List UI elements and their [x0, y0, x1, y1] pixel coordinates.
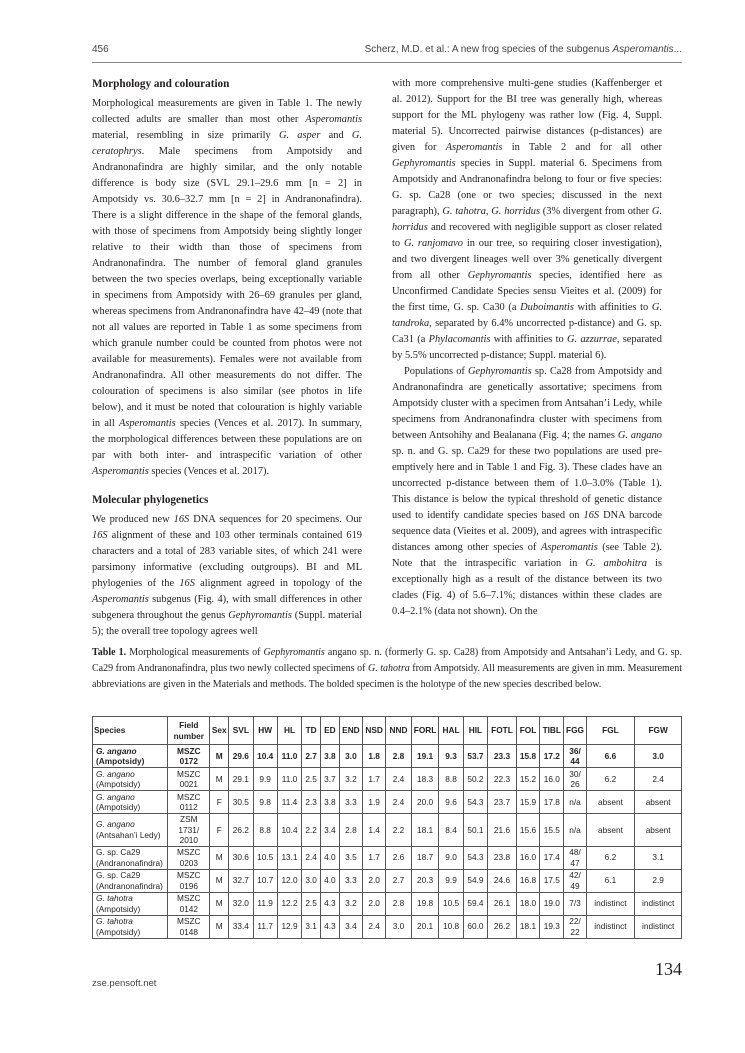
cell-svl: 32.0	[229, 892, 253, 915]
cell-svl: 30.5	[229, 791, 253, 814]
cell-fol: 15.9	[516, 791, 539, 814]
cell-fgg: 42/ 49	[564, 869, 586, 892]
page-header	[92, 44, 682, 64]
col-header: NSD	[363, 717, 386, 745]
cell-fotl: 23.3	[488, 745, 517, 768]
cell-nnd: 3.0	[386, 915, 411, 938]
species-locality: (Ampotsidy)	[96, 802, 141, 812]
cell-end: 3.2	[339, 892, 362, 915]
cell-nnd: 2.8	[386, 892, 411, 915]
cell-tibl: 17.4	[540, 846, 564, 869]
cell-tibl: 16.0	[540, 768, 564, 791]
col-header: NND	[386, 717, 411, 745]
cell-nsd: 1.4	[363, 814, 386, 847]
cell-hil: 50.1	[463, 814, 487, 847]
cell-fol: 18.0	[516, 892, 539, 915]
right-column	[392, 76, 662, 620]
cell-nnd: 2.4	[386, 791, 411, 814]
col-header: FOL	[516, 717, 539, 745]
cell-tibl: 17.8	[540, 791, 564, 814]
cell-field: MSZC 0172	[168, 745, 210, 768]
species-name: G. sp. Ca29	[96, 870, 141, 880]
cell-fgw: absent	[635, 814, 682, 847]
table-row	[93, 846, 682, 869]
col-header: HAL	[439, 717, 463, 745]
col-header: TD	[302, 717, 321, 745]
cell-hl: 11.4	[277, 791, 301, 814]
cell-ed: 4.3	[321, 892, 340, 915]
cell-nsd: 1.9	[363, 791, 386, 814]
cell-fotl: 24.6	[488, 869, 517, 892]
cell-ed: 4.0	[321, 846, 340, 869]
cell-hil: 50.2	[463, 768, 487, 791]
cell-fgw: 2.9	[635, 869, 682, 892]
species-cell	[93, 892, 168, 915]
species-cell	[93, 846, 168, 869]
col-header: FGL	[586, 717, 635, 745]
species-locality: (Antsahan’i Ledy)	[96, 829, 161, 840]
cell-hal: 9.0	[439, 846, 463, 869]
cell-fotl: 26.2	[488, 915, 517, 938]
cell-fol: 15.2	[516, 768, 539, 791]
cell-ed: 3.8	[321, 745, 340, 768]
cell-hw: 11.9	[253, 892, 277, 915]
cell-field: MSZC 0021	[168, 768, 210, 791]
cell-hl: 10.4	[277, 814, 301, 847]
species-name: G. angano	[96, 768, 135, 779]
table-row	[93, 791, 682, 814]
cell-fgg: 36/ 44	[564, 745, 586, 768]
cell-end: 3.5	[339, 846, 362, 869]
col-header: Sex	[210, 717, 229, 745]
cell-fol: 18.1	[516, 915, 539, 938]
cell-fgw: absent	[635, 791, 682, 814]
cell-hal: 8.4	[439, 814, 463, 847]
cell-end: 3.4	[339, 915, 362, 938]
cell-forl: 20.3	[411, 869, 439, 892]
cell-hil: 54.3	[463, 791, 487, 814]
cell-fotl: 23.7	[488, 791, 517, 814]
cell-fotl: 21.6	[488, 814, 517, 847]
col-header: SVL	[229, 717, 253, 745]
cell-field: MSZC 0196	[168, 869, 210, 892]
cell-hal: 9.9	[439, 869, 463, 892]
col-header: HIL	[463, 717, 487, 745]
heading-morphology: Morphology and colouration	[92, 78, 230, 90]
species-locality: (Ampotsidy)	[96, 779, 141, 789]
cell-fgg: 22/ 22	[564, 915, 586, 938]
cell-fotl: 23.8	[488, 846, 517, 869]
cell-td: 2.3	[302, 791, 321, 814]
cell-fgl: 6.6	[586, 745, 635, 768]
cell-hal: 9.6	[439, 791, 463, 814]
table-caption-label: Table 1.	[92, 647, 127, 658]
cell-ed: 4.0	[321, 869, 340, 892]
species-cell	[93, 814, 168, 847]
cell-field: MSZC 0142	[168, 892, 210, 915]
cell-tibl: 15.5	[540, 814, 564, 847]
cell-fgw: 3.1	[635, 846, 682, 869]
cell-end: 3.3	[339, 869, 362, 892]
col-header: ED	[321, 717, 340, 745]
species-cell	[93, 768, 168, 791]
cell-nsd: 2.0	[363, 892, 386, 915]
cell-ed: 3.8	[321, 791, 340, 814]
cell-td: 2.5	[302, 768, 321, 791]
cell-fol: 16.8	[516, 869, 539, 892]
cell-forl: 19.8	[411, 892, 439, 915]
cell-tibl: 19.0	[540, 892, 564, 915]
cell-fgl: absent	[586, 791, 635, 814]
cell-hal: 10.5	[439, 892, 463, 915]
cell-forl: 18.3	[411, 768, 439, 791]
cell-fgl: 6.2	[586, 846, 635, 869]
col-header: FGW	[635, 717, 682, 745]
cell-hw: 10.4	[253, 745, 277, 768]
species-cell	[93, 791, 168, 814]
cell-field: MSZC 0203	[168, 846, 210, 869]
cell-sex: M	[210, 745, 229, 768]
cell-td: 2.5	[302, 892, 321, 915]
cell-tibl: 17.2	[540, 745, 564, 768]
cell-forl: 19.1	[411, 745, 439, 768]
species-locality: (Ampotsidy)	[96, 926, 141, 937]
cell-nsd: 2.0	[363, 869, 386, 892]
cell-fgl: 6.2	[586, 768, 635, 791]
cell-fgw: indistinct	[635, 892, 682, 915]
table-row	[93, 745, 682, 768]
cell-forl: 18.1	[411, 814, 439, 847]
cell-nsd: 1.8	[363, 745, 386, 768]
cell-fotl: 22.3	[488, 768, 517, 791]
table-header-row	[93, 717, 682, 745]
col-header: HW	[253, 717, 277, 745]
species-name: G. angano	[96, 745, 137, 756]
cell-hil: 59.4	[463, 892, 487, 915]
cell-fgl: 6.1	[586, 869, 635, 892]
col-header: TIBL	[540, 717, 564, 745]
cell-hl: 12.0	[277, 869, 301, 892]
cell-hw: 9.9	[253, 768, 277, 791]
species-locality: (Ampotsidy)	[96, 903, 141, 914]
cell-fol: 15.6	[516, 814, 539, 847]
cell-fgg: 48/ 47	[564, 846, 586, 869]
cell-svl: 32.7	[229, 869, 253, 892]
cell-end: 3.2	[339, 768, 362, 791]
header-page-number: 456	[92, 44, 109, 55]
cell-svl: 30.6	[229, 846, 253, 869]
cell-ed: 3.4	[321, 814, 340, 847]
species-locality: (Andranonafindra)	[96, 880, 163, 891]
cell-fol: 16.0	[516, 846, 539, 869]
cell-sex: F	[210, 791, 229, 814]
footer-url: zse.pensoft.net	[92, 978, 157, 989]
cell-svl: 29.1	[229, 768, 253, 791]
table-caption	[92, 645, 682, 693]
cell-forl: 18.7	[411, 846, 439, 869]
species-cell	[93, 915, 168, 938]
cell-hw: 9.8	[253, 791, 277, 814]
species-name: G. tahotra	[96, 893, 133, 903]
cell-td: 3.0	[302, 869, 321, 892]
cell-td: 3.1	[302, 915, 321, 938]
table-row	[93, 869, 682, 892]
cell-hl: 11.0	[277, 745, 301, 768]
cell-hl: 11.0	[277, 768, 301, 791]
cell-hil: 54.3	[463, 846, 487, 869]
cell-hl: 12.9	[277, 915, 301, 938]
table-row	[93, 768, 682, 791]
cell-hil: 60.0	[463, 915, 487, 938]
cell-fgl: indistinct	[586, 892, 635, 915]
cell-end: 2.8	[339, 814, 362, 847]
cell-td: 2.7	[302, 745, 321, 768]
cell-hw: 10.7	[253, 869, 277, 892]
cell-fotl: 26.1	[488, 892, 517, 915]
cell-fgw: 3.0	[635, 745, 682, 768]
morphology-paragraph: Morphological measurements are given in Table 1. The newly collected adults are smaller than most other Asperomantis material, resembling in size primarily G. asper and G. ceratophrys. Male specimens from Ampotsidy and Andranonafindra are highly similar, and the only notable difference is body size (SVL 29.1–29.6 mm [n = 2] in Ampotsidy vs. 30.6–32.7 mm [n = 2] in Andranonafindra). There is a slight difference in the shape of the femoral glands, with those of specimens from Ampotsidy being slightly longer relative to their width than those of specimens from Andranonafindra. The number of femoral gland granules between the two species overlaps, being exceptionally variable in specimens from Ampotsidy with 26–69 granules per gland, whereas specimens from Andranonafindra have 42–49 (note that not all values are reported in Table 1 as some specimens from which granule number could be counted from photos were not available for measurements). Females were not available from Andranonafindra. All other measurements do not differ. The colouration of specimens is also similar (see photos in life below), and it must be noted that colouration is highly variable in all Asperomantis species (Vences et al. 2017). In summary, the morphological differences between these populations are on par with both inter- and intraspecific variation of other Asperomantis species (Vences et al. 2017).	[92, 98, 362, 477]
header-rule	[92, 62, 682, 63]
cell-ed: 3.7	[321, 768, 340, 791]
cell-td: 2.2	[302, 814, 321, 847]
cell-hw: 10.5	[253, 846, 277, 869]
cell-hw: 11.7	[253, 915, 277, 938]
cell-fol: 15.8	[516, 745, 539, 768]
cell-fgl: indistinct	[586, 915, 635, 938]
cell-fgg: 30/ 26	[564, 768, 586, 791]
cell-fgg: 7/3	[564, 892, 586, 915]
cell-sex: M	[210, 768, 229, 791]
cell-hil: 53.7	[463, 745, 487, 768]
cell-sex: F	[210, 814, 229, 847]
cell-fgl: absent	[586, 814, 635, 847]
species-name: G. tahotra	[96, 916, 133, 926]
cell-end: 3.0	[339, 745, 362, 768]
cell-tibl: 17.5	[540, 869, 564, 892]
table-caption-text: Morphological measurements of Gephyromantis angano sp. n. (formerly G. sp. Ca28) from Ampotsidy and Antsahan’i Ledy, and G. sp. Ca29 from Andranonafindra, plus two newly collected specimens of G. tahotra from Ampotsidy. All measurements are given in mm. Measurement abbreviations are given in the Materials and methods. The bolded specimen is the holotype of the new species described below.	[92, 647, 683, 690]
results-paragraph-2: Populations of Gephyromantis sp. Ca28 from Ampotsidy and Andranonafindra are genetically assortative; specimens from Ampotsidy cluster with a specimen from Antsahan’i Ledy, while specimens from Andranonafindra cluster with specimens from between Antsohihy and Bealanana (Fig. 4; the names G. angano sp. n. and G. sp. Ca29 for these two populations are used pre-emptively here and in Table 1 and Fig. 3). These clades have an uncorrected p-distance between them of 1.0–3.0% (Table 1). This distance is below the typical threshold of genetic distance used to identify candidate species based on 16S DNA barcode sequence data (Vieites et al. 2009), and agrees with intraspecific distances among other species of Asperomantis (see Table 2). Note that the intraspecific variation in G. ambohitra is exceptionally high as a result of the distance between its two clades (Fig. 4) of 5.6–7.1%; distances within these clades are 0.4–2.1% (data not shown). On the	[392, 366, 663, 617]
cell-fgw: indistinct	[635, 915, 682, 938]
cell-hal: 9.3	[439, 745, 463, 768]
cell-sex: M	[210, 892, 229, 915]
cell-nnd: 2.8	[386, 745, 411, 768]
species-name: G. angano	[96, 819, 135, 830]
col-header: HL	[277, 717, 301, 745]
results-paragraph-1: with more comprehensive multi-gene studies (Kaffenberger et al. 2012). Support for the BI tree was generally high, whereas support for the ML phylogeny was rather low (Fig. 4, Suppl. material 5). Uncorrected pairwise distances (p-distances) are given for Asperomantis in Table 2 and for all other Gephyromantis species in Suppl. material 6. Specimens from Ampotsidy and Andranonafindra belong to four or five species: G. sp. Ca28 (one or two species; discussed in the next paragraph), G. tahotra, G. horridus (3% divergent from other G. horridus and recovered with negligible support as closer related to G. ranjomavo in our tree, so requiring closer investigation), and two divergent lineages well over 3% genetically divergent from all other Gephyromantis species, identified here as Unconfirmed Candidate Species sensu Vieites et al. (2009) for the first time, G. sp. Ca30 (a Duboimantis with affinities to G. tandroka, separated by 6.4% uncorrected p-distance) and G. sp. Ca31 (a Phylacomantis with affinities to G. azzurrae, separated by 5.5% uncorrected p-distance; Suppl. material 6).	[392, 78, 662, 361]
cell-nnd: 2.7	[386, 869, 411, 892]
cell-svl: 33.4	[229, 915, 253, 938]
cell-fgg: n/a	[564, 791, 586, 814]
cell-nsd: 1.7	[363, 768, 386, 791]
species-name: G. sp. Ca29	[96, 847, 141, 857]
cell-td: 2.4	[302, 846, 321, 869]
cell-nnd: 2.4	[386, 768, 411, 791]
cell-sex: M	[210, 846, 229, 869]
cell-forl: 20.1	[411, 915, 439, 938]
cell-nsd: 1.7	[363, 846, 386, 869]
cell-nnd: 2.2	[386, 814, 411, 847]
heading-molecular: Molecular phylogenetics	[92, 494, 209, 506]
left-column	[92, 76, 362, 640]
cell-nsd: 2.4	[363, 915, 386, 938]
cell-hl: 13.1	[277, 846, 301, 869]
page-badge: 134	[655, 959, 682, 979]
cell-svl: 26.2	[229, 814, 253, 847]
col-header: FORL	[411, 717, 439, 745]
cell-hal: 8.8	[439, 768, 463, 791]
cell-end: 3.3	[339, 791, 362, 814]
cell-field: ZSM 1731/ 2010	[168, 814, 210, 847]
cell-svl: 29.6	[229, 745, 253, 768]
cell-forl: 20.0	[411, 791, 439, 814]
cell-hw: 8.8	[253, 814, 277, 847]
species-cell	[93, 745, 168, 768]
cell-field: MSZC 0112	[168, 791, 210, 814]
species-name: G. angano	[96, 791, 135, 802]
col-header: END	[339, 717, 362, 745]
cell-nnd: 2.6	[386, 846, 411, 869]
cell-tibl: 19.3	[540, 915, 564, 938]
species-locality: (Andranonafindra)	[96, 857, 163, 868]
cell-hil: 54.9	[463, 869, 487, 892]
species-cell	[93, 869, 168, 892]
table-row	[93, 892, 682, 915]
cell-fgw: 2.4	[635, 768, 682, 791]
molecular-paragraph: We produced new 16S DNA sequences for 20 specimens. Our 16S alignment of these and 103 other terminals contained 619 characters and a total of 283 variable sites, of which 241 were parsimony informative (excluding outgroups). BI and ML phylogenies of the 16S alignment agreed in topology of the Asperomantis subgenus (Fig. 4), with small differences in other subgenera throughout the genus Gephyromantis (Suppl. material 5); the overall tree topology agrees well	[92, 514, 363, 637]
cell-field: MSZC 0148	[168, 915, 210, 938]
cell-fgg: n/a	[564, 814, 586, 847]
cell-ed: 4.3	[321, 915, 340, 938]
measurements-table	[92, 716, 682, 939]
col-header: Field number	[168, 717, 210, 745]
running-title: Scherz, M.D. et al.: A new frog species of the subgenus Asperomantis...	[364, 44, 682, 55]
table-row	[93, 814, 682, 847]
col-header: FOTL	[488, 717, 517, 745]
table-row	[93, 915, 682, 938]
col-header: Species	[93, 717, 168, 745]
cell-hal: 10.8	[439, 915, 463, 938]
cell-hl: 12.2	[277, 892, 301, 915]
cell-sex: M	[210, 869, 229, 892]
species-locality: (Ampotsidy)	[96, 756, 145, 766]
col-header: FGG	[564, 717, 586, 745]
cell-sex: M	[210, 915, 229, 938]
